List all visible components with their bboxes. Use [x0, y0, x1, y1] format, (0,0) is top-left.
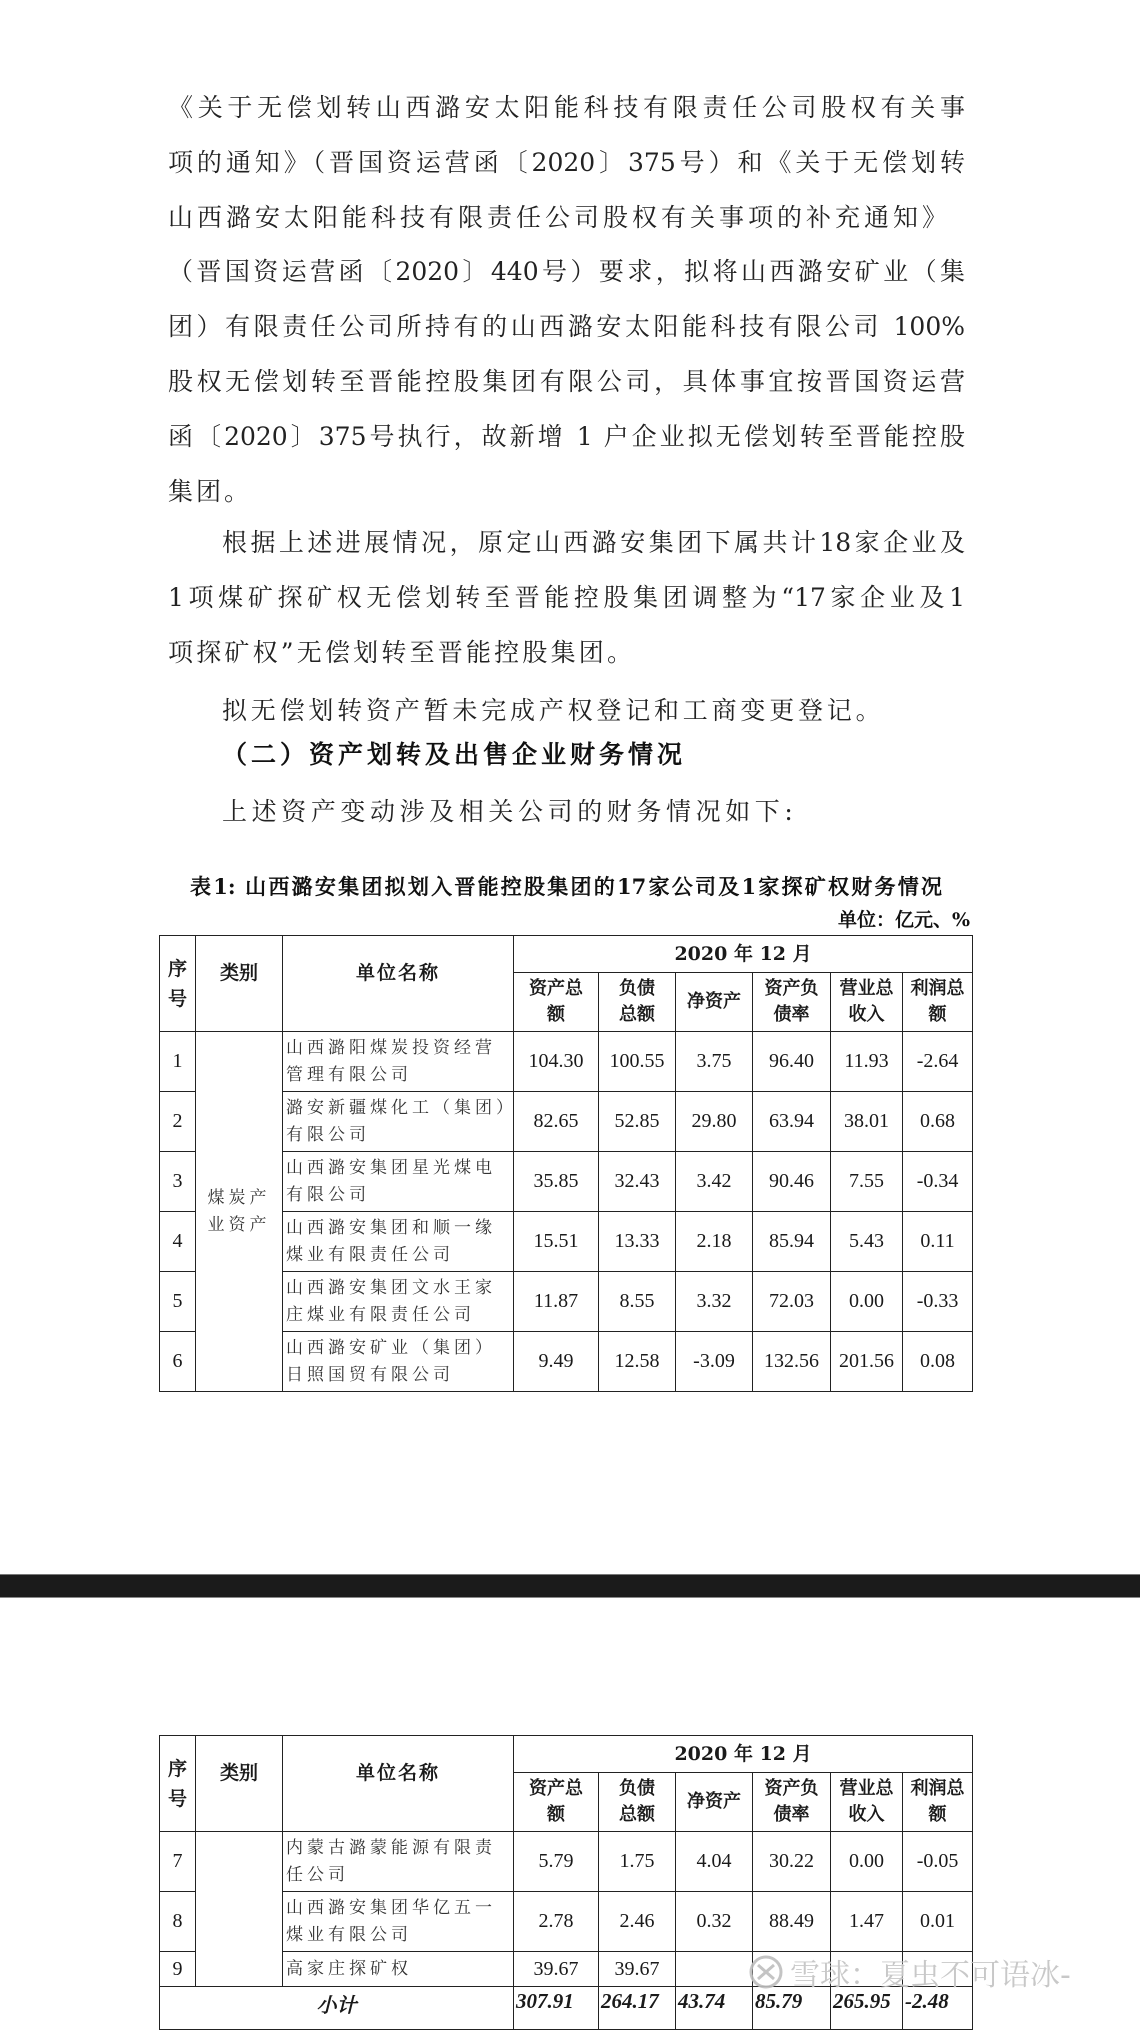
header-debt-ratio: 资产负债率: [753, 973, 831, 1032]
header-total-assets: 资产总额: [514, 1773, 599, 1832]
cell-net-assets: -3.09: [676, 1332, 753, 1392]
header-category: 类别: [196, 936, 283, 1032]
financial-table-part1: [159, 935, 973, 1392]
cell-debt-ratio: 63.94: [753, 1092, 831, 1152]
subtotal-profit: -2.48: [903, 1987, 973, 2030]
subtotal-debt-ratio: 85.79: [753, 1987, 831, 2030]
cell-profit: 0.68: [903, 1092, 973, 1152]
cell-total-liabilities: 100.55: [599, 1032, 676, 1092]
cell-total-assets: 5.79: [514, 1832, 599, 1892]
header-net-assets: 净资产: [676, 1773, 753, 1832]
paragraph-line: 上述资产变动涉及相关公司的财务情况如下:: [222, 797, 798, 826]
cell-revenue: 11.93: [831, 1032, 903, 1092]
row-company-name: 高家庄探矿权: [283, 1952, 514, 1987]
row-company-name: 山西潞安集团星光煤电有限公司: [283, 1152, 514, 1212]
section-heading: （二）资产划转及出售企业财务情况: [222, 740, 687, 769]
row-seq: 6: [160, 1332, 196, 1392]
cell-profit: -0.33: [903, 1272, 973, 1332]
cell-profit: 0.01: [903, 1892, 973, 1952]
paragraph-line: 《关于无偿划转山西潞安太阳能科技有限责任公司股权有关事: [168, 93, 965, 122]
cell-debt-ratio: 90.46: [753, 1152, 831, 1212]
table-row: [160, 1832, 973, 1892]
cell-total-liabilities: 2.46: [599, 1892, 676, 1952]
subtotal-total-assets: 307.91: [514, 1987, 599, 2030]
cell-revenue: 5.43: [831, 1212, 903, 1272]
cell-revenue: [831, 1952, 903, 1987]
header-net-assets: 净资产: [676, 973, 753, 1032]
subtotal-row: [160, 1987, 973, 2030]
row-seq: 1: [160, 1032, 196, 1092]
cell-revenue: 38.01: [831, 1092, 903, 1152]
header-name: 单位名称: [283, 936, 514, 1032]
cell-profit: -2.64: [903, 1032, 973, 1092]
cell-net-assets: 3.42: [676, 1152, 753, 1212]
cell-debt-ratio: 85.94: [753, 1212, 831, 1272]
header-category: 类别: [196, 1736, 283, 1832]
cell-total-assets: 2.78: [514, 1892, 599, 1952]
cell-profit: -0.34: [903, 1152, 973, 1212]
cell-total-liabilities: 52.85: [599, 1092, 676, 1152]
paragraph-line: 团）有限责任公司所持有的山西潞安太阳能科技有限公司 100%: [168, 312, 965, 341]
header-seq: 序号: [160, 1736, 196, 1832]
subtotal-revenue: 265.95: [831, 1987, 903, 2030]
row-company-name: 山西潞安集团和顺一缘煤业有限责任公司: [283, 1212, 514, 1272]
watermark-text: 雪球：夏虫不可语冰-: [790, 1958, 1071, 1993]
cell-net-assets: 2.18: [676, 1212, 753, 1272]
row-seq: 3: [160, 1152, 196, 1212]
cell-debt-ratio: 132.56: [753, 1332, 831, 1392]
cell-debt-ratio: [753, 1952, 831, 1987]
cell-total-liabilities: 1.75: [599, 1832, 676, 1892]
paragraph-line: 集团。: [168, 477, 253, 506]
cell-revenue: 7.55: [831, 1152, 903, 1212]
header-name: 单位名称: [283, 1736, 514, 1832]
row-company-name: 山西潞安矿业（集团）日照国贸有限公司: [283, 1332, 514, 1392]
cell-debt-ratio: 88.49: [753, 1892, 831, 1952]
header-revenue: 营业总收入: [831, 1773, 903, 1832]
unit-label: 单位：亿元、%: [837, 909, 970, 931]
subtotal-net-assets: 43.74: [676, 1987, 753, 2030]
paragraph-line: 函〔2020〕375号执行，故新增 1 户企业拟无偿划转至晋能控股: [168, 422, 965, 451]
row-company-name: 山西潞安集团华亿五一煤业有限公司: [283, 1892, 514, 1952]
header-period: 2020 年 12 月: [514, 1736, 973, 1773]
row-category: [196, 1832, 283, 1987]
header-revenue: 营业总收入: [831, 973, 903, 1032]
header-period: 2020 年 12 月: [514, 936, 973, 973]
header-profit: 利润总额: [903, 973, 973, 1032]
cell-debt-ratio: 72.03: [753, 1272, 831, 1332]
table-title: 表1: 山西潞安集团拟划入晋能控股集团的17家公司及1家探矿权财务情况: [190, 874, 942, 899]
cell-revenue: 0.00: [831, 1832, 903, 1892]
cell-total-assets: 15.51: [514, 1212, 599, 1272]
row-category: 煤炭产业资产: [196, 1032, 283, 1392]
row-seq: 4: [160, 1212, 196, 1272]
row-company-name: 山西潞安集团文水王家庄煤业有限责任公司: [283, 1272, 514, 1332]
cell-revenue: 0.00: [831, 1272, 903, 1332]
subtotal-label: 小计: [160, 1987, 514, 2030]
cell-profit: -0.05: [903, 1832, 973, 1892]
header-debt-ratio: 资产负债率: [753, 1773, 831, 1832]
cell-net-assets: [676, 1952, 753, 1987]
page-divider: [0, 1574, 1140, 1598]
cell-net-assets: 4.04: [676, 1832, 753, 1892]
cell-total-assets: 82.65: [514, 1092, 599, 1152]
cell-total-assets: 11.87: [514, 1272, 599, 1332]
paragraph-line: 1项煤矿探矿权无偿划转至晋能控股集团调整为“17家企业及1: [168, 583, 965, 612]
cell-net-assets: 3.75: [676, 1032, 753, 1092]
header-total-assets: 资产总额: [514, 973, 599, 1032]
paragraph-line: （晋国资运营函〔2020〕440号）要求，拟将山西潞安矿业（集: [168, 257, 965, 286]
paragraph-line: 拟无偿划转资产暂未完成产权登记和工商变更登记。: [222, 696, 885, 725]
cell-net-assets: 29.80: [676, 1092, 753, 1152]
row-company-name: 内蒙古潞蒙能源有限责任公司: [283, 1832, 514, 1892]
header-profit: 利润总额: [903, 1773, 973, 1832]
cell-total-liabilities: 8.55: [599, 1272, 676, 1332]
cell-profit: [903, 1952, 973, 1987]
paragraph-line: 项探矿权”无偿划转至晋能控股集团。: [168, 638, 636, 667]
cell-debt-ratio: 96.40: [753, 1032, 831, 1092]
row-company-name: 山西潞阳煤炭投资经营管理有限公司: [283, 1032, 514, 1092]
table-row: [160, 1032, 973, 1092]
header-total-liabilities: 负债总额: [599, 1773, 676, 1832]
row-seq: 9: [160, 1952, 196, 1987]
paragraph-line: 山西潞安太阳能科技有限责任公司股权有关事项的补充通知》: [168, 203, 947, 232]
cell-revenue: 1.47: [831, 1892, 903, 1952]
row-seq: 8: [160, 1892, 196, 1952]
row-company-name: 潞安新疆煤化工（集团）有限公司: [283, 1092, 514, 1152]
financial-table-part2: [159, 1735, 973, 2030]
paragraph-line: 根据上述进展情况，原定山西潞安集团下属共计18家企业及: [222, 528, 965, 557]
cell-total-liabilities: 13.33: [599, 1212, 676, 1272]
cell-revenue: 201.56: [831, 1332, 903, 1392]
cell-total-assets: 39.67: [514, 1952, 599, 1987]
subtotal-total-liabilities: 264.17: [599, 1987, 676, 2030]
cell-debt-ratio: 30.22: [753, 1832, 831, 1892]
cell-total-assets: 104.30: [514, 1032, 599, 1092]
header-seq: 序号: [160, 936, 196, 1032]
cell-profit: 0.11: [903, 1212, 973, 1272]
cell-total-liabilities: 32.43: [599, 1152, 676, 1212]
cell-total-liabilities: 12.58: [599, 1332, 676, 1392]
row-seq: 2: [160, 1092, 196, 1152]
cell-total-assets: 35.85: [514, 1152, 599, 1212]
cell-profit: 0.08: [903, 1332, 973, 1392]
cell-total-liabilities: 39.67: [599, 1952, 676, 1987]
row-seq: 5: [160, 1272, 196, 1332]
cell-net-assets: 0.32: [676, 1892, 753, 1952]
row-seq: 7: [160, 1832, 196, 1892]
paragraph-line: 股权无偿划转至晋能控股集团有限公司，具体事宜按晋国资运营: [168, 367, 965, 396]
cell-net-assets: 3.32: [676, 1272, 753, 1332]
cell-total-assets: 9.49: [514, 1332, 599, 1392]
header-total-liabilities: 负债总额: [599, 973, 676, 1032]
paragraph-line: 项的通知》（晋国资运营函〔2020〕375号）和《关于无偿划转: [168, 148, 965, 177]
